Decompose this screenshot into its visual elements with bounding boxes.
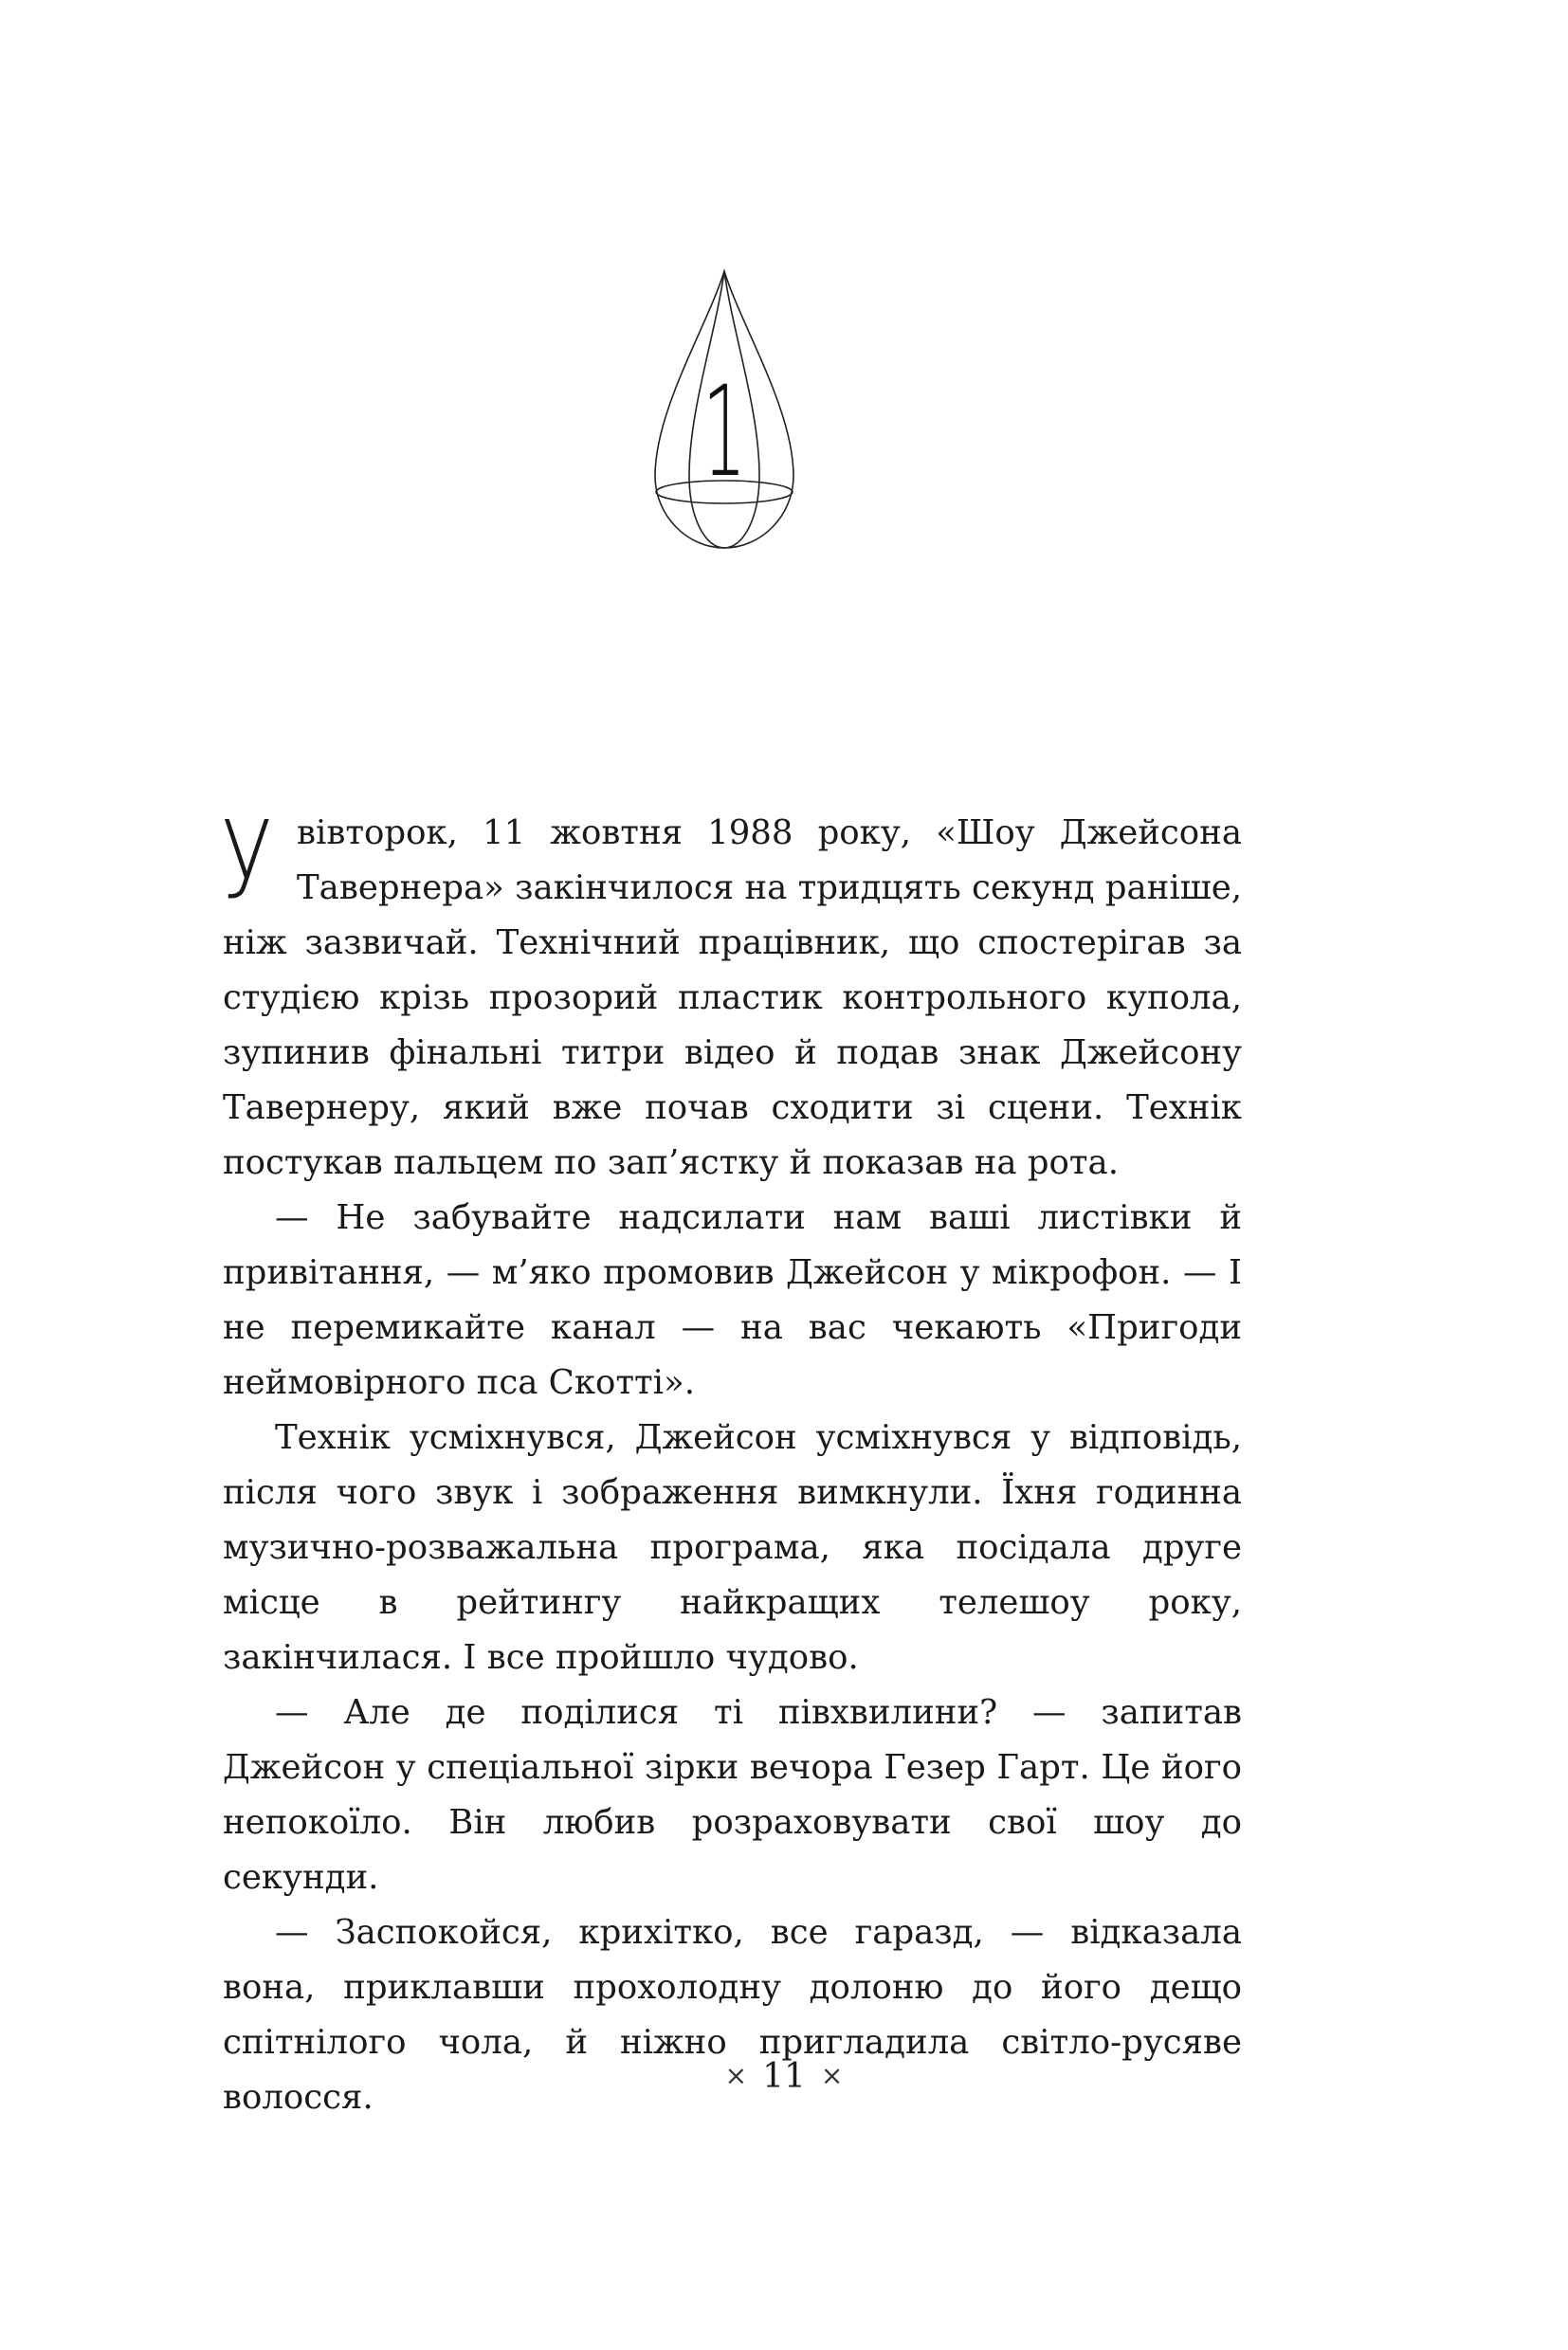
page-footer: [0, 2057, 1568, 2096]
paragraph: — Не забувайте надсилати нам ваші листівки й привітання, — м’яко промовив Джейсон у мікрофон. — І не перемикайте канал — на вас чекають «Пригоди неймовірного пса Скотті».: [223, 1198, 1242, 1402]
folio-ornament-right: ×: [820, 2060, 844, 2091]
paragraph: [221, 799, 1242, 1191]
chapter-text: [221, 799, 1242, 2125]
drop-cap: У: [221, 799, 273, 922]
paragraph: — Але де поділися ті півхвилини? — запитав Джейсон у спеціальної зірки вечора Гезер Гарт. Це його непокоїло. Він любив розраховувати свої шоу до секунди.: [223, 1693, 1242, 1897]
paragraph: Технік усміхнувся, Джейсон усміхнувся у відповідь, після чого звук і зображення вимкнули. Їхня годинна музично-розважальна програма, яка посідала друге місце в рейтингу найкращих телешоу року, закінчилася. І все пройшло чудово.: [223, 1418, 1242, 1677]
chapter-emblem: [651, 267, 797, 552]
paragraph-text: вівторок, 11 жовтня 1988 року, «Шоу Джейсона Тавернера» закінчилося на тридцять секунд раніше, ніж зазвичай. Технічний працівник, що спостерігав за студією крізь прозорий пластик контрольного купола, зупинив фінальні титри відео й подав знак Джейсону Тавернеру, який вже почав сходити зі сцени. Технік постукав пальцем по зап’ястку й показав на рота.: [223, 813, 1242, 1182]
folio-ornament-left: ×: [724, 2060, 748, 2091]
paragraph: — Заспокойся, крихітко, все гаразд, — відказала вона, приклавши прохолодну долоню до його дещо спітнілого чола, й ніжно пригладила світло-русяве волосся.: [223, 1913, 1242, 2117]
page-number: 11: [762, 2057, 806, 2096]
chapter-number: 1: [702, 359, 747, 505]
